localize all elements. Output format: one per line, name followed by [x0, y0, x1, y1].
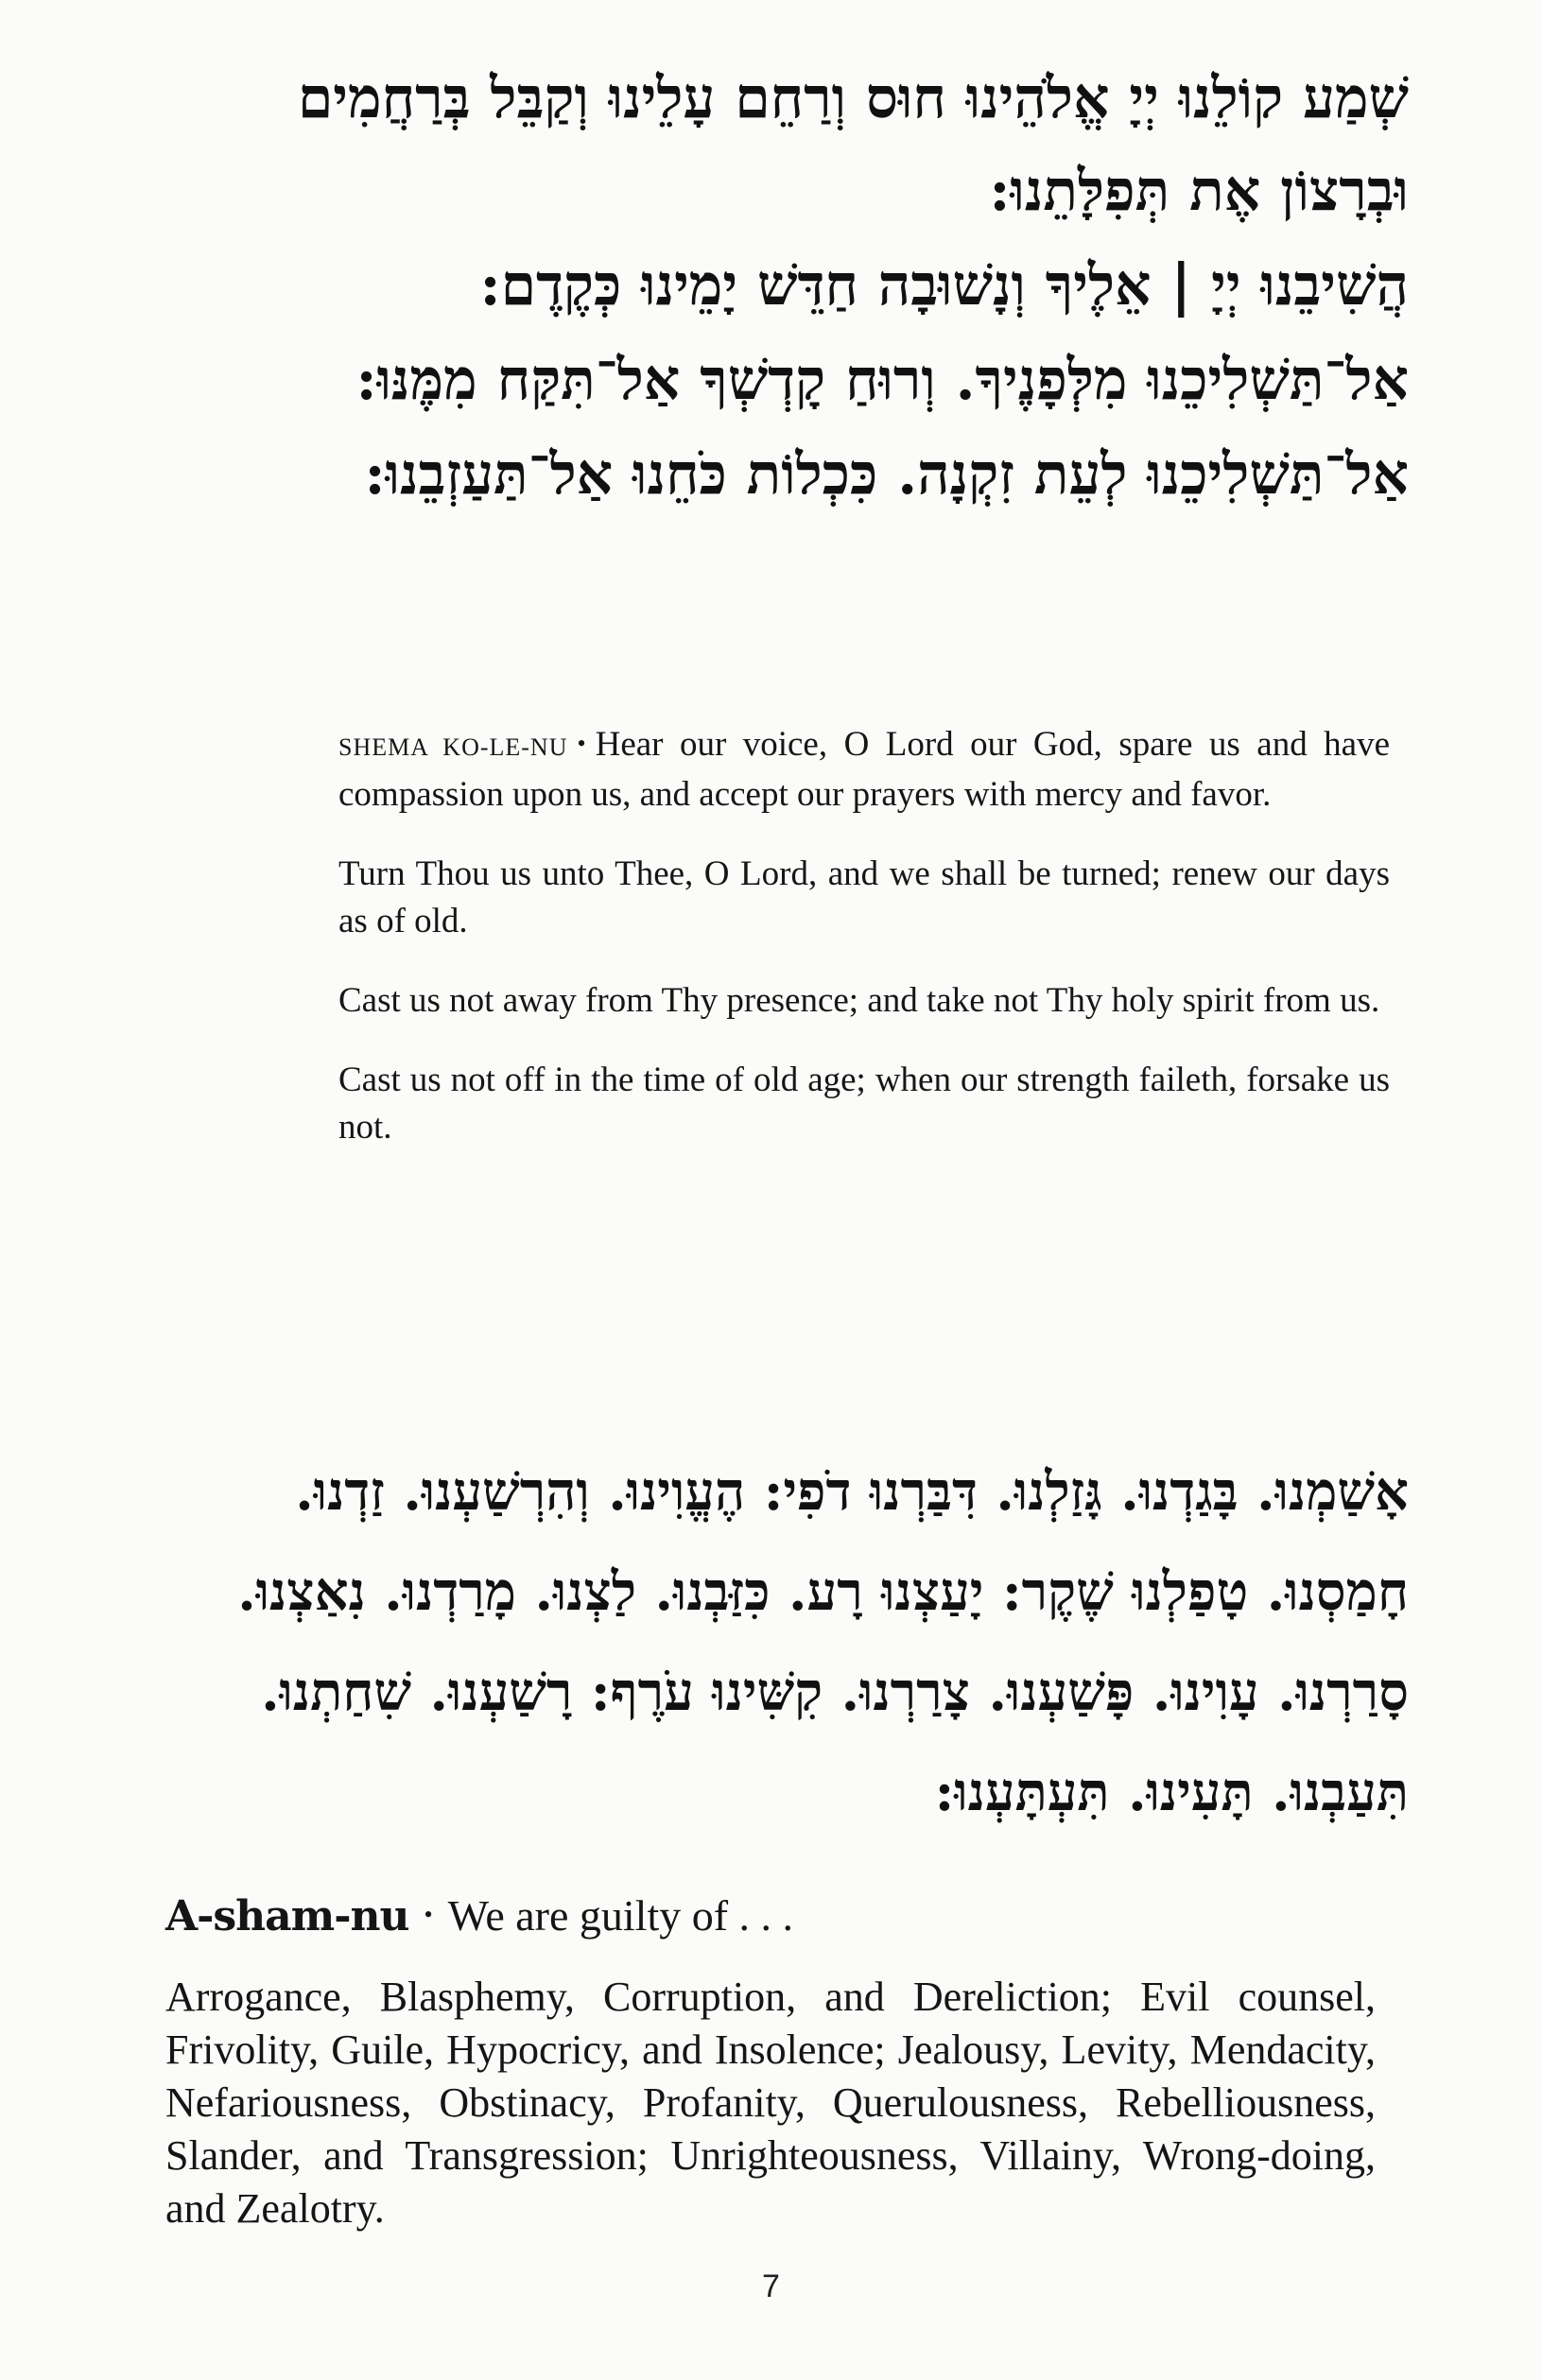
ashamnu-hebrew-line-2: חָמַסְנוּ. טָפַלְנוּ שֶׁקֶר: יָעַצְנוּ רָע. כִּזַּבְנוּ. לַצְנוּ. מָרַדְנוּ. נִאַצְנוּ. — [237, 1561, 1409, 1623]
ashamnu-translation — [165, 1971, 1376, 2235]
hebrew-prayer-shema-kolenu — [284, 57, 1409, 516]
ashamnu-subheading: We are guilty of . . . — [447, 1891, 794, 1940]
translation-paragraph-4: Cast us not off in the time of old age; when our strength faileth, forsake us not. — [338, 1061, 1390, 1147]
translation-paragraph-3: Cast us not away from Thy presence; and take not Thy holy spirit from us. — [338, 981, 1380, 1020]
ashamnu-body: Arrogance, Blasphemy, Corruption, and Dereliction; Evil counsel, Frivolity, Guile, Hypocricy, and Insolence; Jealousy, Levity, Mendacity, Nefariousness, Obstinacy, Profanity, Querulousness, Rebelliousness, Slander, and Transgression; Unrighteousness, Villainy, Wrong-doing, and Zealotry. — [165, 1974, 1376, 2232]
ashamnu-hebrew-line-1: אָשַׁמְנוּ. בָּגַדְנוּ. גָּזַלְנוּ. דִּבַּרְנוּ דֹפִי: הֶעֱוִינוּ. וְהִרְשַׁעְנוּ. זַדְנוּ. — [295, 1460, 1409, 1523]
page-number: 7 — [762, 2268, 780, 2304]
hebrew-line-5: אַל־תַּשְׁלִיכֵנוּ לְעֵת זִקְנָה. כִּכְלוֹת כֹּחֵנוּ אַל־תַּעַזְבֵנוּ: — [364, 441, 1409, 508]
translation-paragraph-2: Turn Thou us unto Thee, O Lord, and we shall be turned; renew our days as of old. — [338, 854, 1390, 940]
hebrew-line-3: הֲשִׁיבֵנוּ יְיָ | אֵלֶיךָ וְנָשׁוּבָה חַדֵּשׁ יָמֵינוּ כְּקֶדֶם: — [479, 252, 1409, 319]
hebrew-line-2: וּבְרָצוֹן אֶת תְּפִלָּתֵנוּ: — [989, 158, 1409, 224]
shema-kolenu-translation — [338, 720, 1390, 1183]
section-title: SHEMA KO-LE-NU — [338, 733, 568, 761]
hebrew-prayer-ashamnu — [189, 1441, 1409, 1842]
separator-dot: • — [424, 1901, 433, 1928]
ashamnu-title: A-sham-nu — [165, 1892, 409, 1940]
separator-dot: • — [577, 730, 586, 757]
hebrew-line-4: אַל־תַּשְׁלִיכֵנוּ מִלְּפָנֶיךָ. וְרוּחַ קָדְשְׁךָ אַל־תִּקַּח מִמֶּנּוּ: — [355, 347, 1409, 413]
translation-text-1: Hear our voice, O Lord our God, spare us and have compassion upon us, and accept our prayers with mercy and favor. — [338, 725, 1390, 814]
hebrew-line-1: שְׁמַע קוֹלֵנוּ יְיָ אֱלֹהֵינוּ חוּס וְרַחֵם עָלֵינוּ וְקַבֵּל בְּרַחֲמִים — [297, 65, 1409, 131]
ashamnu-hebrew-line-4: תִּעַבְנוּ. תָּעִינוּ. תִּעְתָּעְנוּ: — [934, 1761, 1409, 1823]
ashamnu-heading — [165, 1890, 793, 1940]
ashamnu-hebrew-line-3: סָרַרְנוּ. עָוִינוּ. פָּשַׁעְנוּ. צָרַרְנוּ. קִשִּׁינוּ עֹרֶף: רָשַׁעְנוּ. שִׁחַתְנוּ. — [261, 1661, 1409, 1723]
translation-paragraph-1 — [338, 720, 1390, 819]
